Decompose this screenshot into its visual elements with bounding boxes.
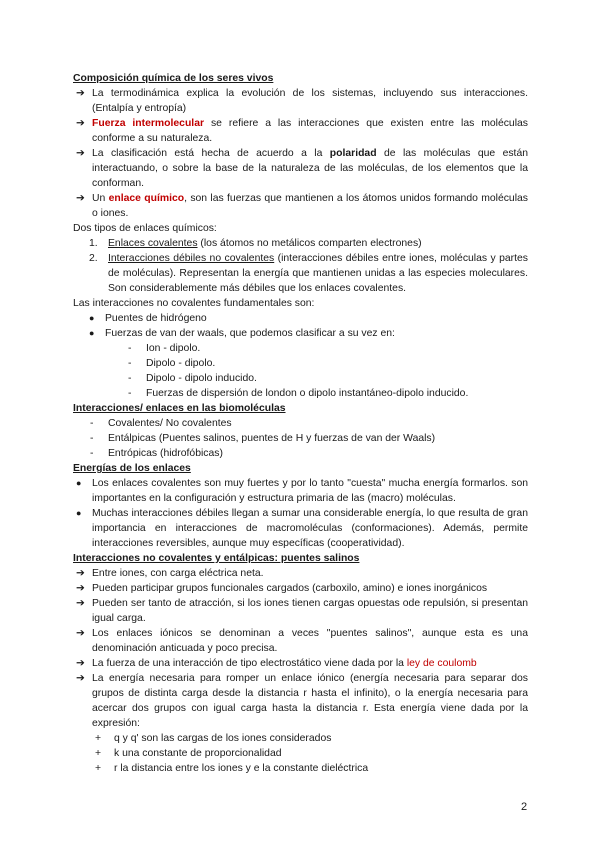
bullet-item bbox=[73, 506, 528, 551]
arrow-item bbox=[73, 581, 528, 596]
section-title-biomoleculas: Interacciones/ enlaces en las biomoléculas bbox=[73, 403, 286, 414]
bullet-item bbox=[73, 476, 528, 506]
plus-item bbox=[73, 761, 528, 776]
item-text: La clasificación está hecha de acuerdo a la polaridad de las moléculas que están interactuando, o sobre la base de la naturaleza de las moléculas, de los elementos que la conforman. bbox=[92, 148, 528, 189]
item-text: Enlaces covalentes (los átomos no metálicos comparten electrones) bbox=[108, 238, 422, 249]
section-title-energias: Energías de los enlaces bbox=[73, 463, 191, 474]
arrow-item bbox=[73, 626, 528, 656]
dash-icon: - bbox=[90, 418, 94, 429]
item-text: La fuerza de una interacción de tipo electrostático viene dada por la ley de coulomb bbox=[92, 658, 477, 669]
dash-icon: - bbox=[90, 433, 94, 444]
highlight-term: enlace químico bbox=[108, 193, 185, 204]
bold-term: polaridad bbox=[329, 148, 377, 159]
numbered-item bbox=[73, 251, 528, 296]
item-text: Ion - dipolo. bbox=[146, 343, 201, 354]
item-text: Puentes de hidrógeno bbox=[105, 313, 207, 324]
item-text: Los enlaces covalentes son muy fuertes y por lo tanto "cuesta" mucha energía formarlos. son importantes en la configuración y estructura primaria de las (macro) moléculas. bbox=[92, 478, 528, 504]
arrow-item bbox=[73, 191, 528, 221]
item-text: Dipolo - dipolo. bbox=[146, 358, 216, 369]
plus-icon: + bbox=[95, 733, 102, 744]
item-text: La energía necesaria para romper un enlace iónico (energía necesaria para separar dos grupos de distinta carga desde la distancia r hasta el infinito), o la energía necesaria para acercar dos grupos con igual carga hasta la distancia r. Esta energía viene dada por la expresión: bbox=[92, 673, 528, 729]
dash-item bbox=[73, 371, 528, 386]
item-text: Un enlace químico, son las fuerzas que mantienen a los átomos unidos formando moléculas o iones. bbox=[92, 193, 528, 219]
arrow-item bbox=[73, 566, 528, 581]
item-text: Entre iones, con carga eléctrica neta. bbox=[92, 568, 264, 579]
arrow-icon: ➔ bbox=[76, 88, 85, 99]
item-text: Fuerzas de dispersión de london o dipolo instantáneo-dipolo inducido. bbox=[146, 388, 469, 399]
dash-icon: - bbox=[128, 358, 132, 369]
fundamentals-intro: Las interacciones no covalentes fundamentales son: bbox=[73, 298, 315, 309]
highlight-term: ley de coulomb bbox=[406, 658, 477, 669]
item-number: 1. bbox=[89, 238, 98, 249]
bullet-icon: ● bbox=[76, 508, 82, 518]
arrow-item bbox=[73, 146, 528, 191]
arrow-item bbox=[73, 116, 528, 146]
section-title-composicion: Composición química de los seres vivos bbox=[73, 73, 274, 84]
dash-icon: - bbox=[128, 343, 132, 354]
dash-item bbox=[73, 341, 528, 356]
plus-icon: + bbox=[95, 748, 102, 759]
dash-icon: - bbox=[90, 448, 94, 459]
bullet-item bbox=[73, 326, 528, 341]
item-text: r la distancia entre los iones y e la constante dieléctrica bbox=[114, 763, 369, 774]
item-text: La termodinámica explica la evolución de los sistemas, incluyendo sus interacciones. (Entalpía y entropía) bbox=[92, 88, 528, 114]
item-text: Covalentes/ No covalentes bbox=[108, 418, 232, 429]
dash-icon: - bbox=[128, 388, 132, 399]
arrow-icon: ➔ bbox=[76, 583, 85, 594]
arrow-icon: ➔ bbox=[76, 598, 85, 609]
arrow-icon: ➔ bbox=[76, 673, 85, 684]
bullet-icon: ● bbox=[89, 328, 95, 338]
arrow-item bbox=[73, 596, 528, 626]
dash-item bbox=[73, 431, 528, 446]
arrow-icon: ➔ bbox=[76, 628, 85, 639]
dash-item bbox=[73, 356, 528, 371]
dash-icon: - bbox=[128, 373, 132, 384]
arrow-icon: ➔ bbox=[76, 118, 85, 129]
item-text: Pueden ser tanto de atracción, si los iones tienen cargas opuestas ode repulsión, si presentan igual carga. bbox=[92, 598, 528, 624]
item-text: k una constante de proporcionalidad bbox=[114, 748, 282, 759]
item-text: Entálpicas (Puentes salinos, puentes de H y fuerzas de van der Waals) bbox=[108, 433, 436, 444]
dash-item bbox=[73, 386, 528, 401]
item-text: Dipolo - dipolo inducido. bbox=[146, 373, 257, 384]
bullet-item bbox=[73, 311, 528, 326]
page-content bbox=[73, 71, 528, 776]
item-text: Muchas interacciones débiles llegan a sumar una considerable energía, lo que resulta de gran importancia en interacciones de macromoléculas (conformaciones). Además, permite interacciones reversibles, aunque muy específicas (cooperatividad). bbox=[92, 508, 528, 549]
item-number: 2. bbox=[89, 253, 98, 264]
section-title-puentes-salinos: Interacciones no covalentes y entálpicas: puentes salinos bbox=[73, 553, 360, 564]
arrow-item bbox=[73, 671, 528, 731]
numbered-item bbox=[73, 236, 528, 251]
plus-item bbox=[73, 731, 528, 746]
arrow-icon: ➔ bbox=[76, 148, 85, 159]
item-text: q y q' son las cargas de los iones considerados bbox=[114, 733, 332, 744]
bullet-icon: ● bbox=[76, 478, 82, 488]
arrow-icon: ➔ bbox=[76, 658, 85, 669]
arrow-icon: ➔ bbox=[76, 568, 85, 579]
item-text: Entrópicas (hidrofóbicas) bbox=[108, 448, 223, 459]
bullet-icon: ● bbox=[89, 313, 95, 323]
item-text: Pueden participar grupos funcionales cargados (carboxilo, amino) e iones inorgánicos bbox=[92, 583, 488, 594]
plus-icon: + bbox=[95, 763, 102, 774]
page-number: 2 bbox=[521, 801, 528, 813]
plus-item bbox=[73, 746, 528, 761]
dash-item bbox=[73, 446, 528, 461]
arrow-item bbox=[73, 86, 528, 116]
types-intro: Dos tipos de enlaces químicos: bbox=[73, 223, 217, 234]
highlight-term: Fuerza intermolecular bbox=[92, 118, 205, 129]
dash-item bbox=[73, 416, 528, 431]
item-text: Fuerza intermolecular se refiere a las interacciones que existen entre las moléculas conforme a su naturaleza. bbox=[92, 118, 528, 144]
item-text: Los enlaces iónicos se denominan a veces "puentes salinos", aunque esta es una denominación anticuada y poco precisa. bbox=[92, 628, 528, 654]
arrow-icon: ➔ bbox=[76, 193, 85, 204]
item-text: Fuerzas de van der waals, que podemos clasificar a su vez en: bbox=[105, 328, 395, 339]
item-text: Interacciones débiles no covalentes (interacciones débiles entre iones, moléculas y partes de moléculas). Representan la energía que mantienen unidas a las especies moleculares. Son considerablemente más débiles que los enlaces covalentes. bbox=[108, 253, 528, 294]
arrow-item bbox=[73, 656, 528, 671]
